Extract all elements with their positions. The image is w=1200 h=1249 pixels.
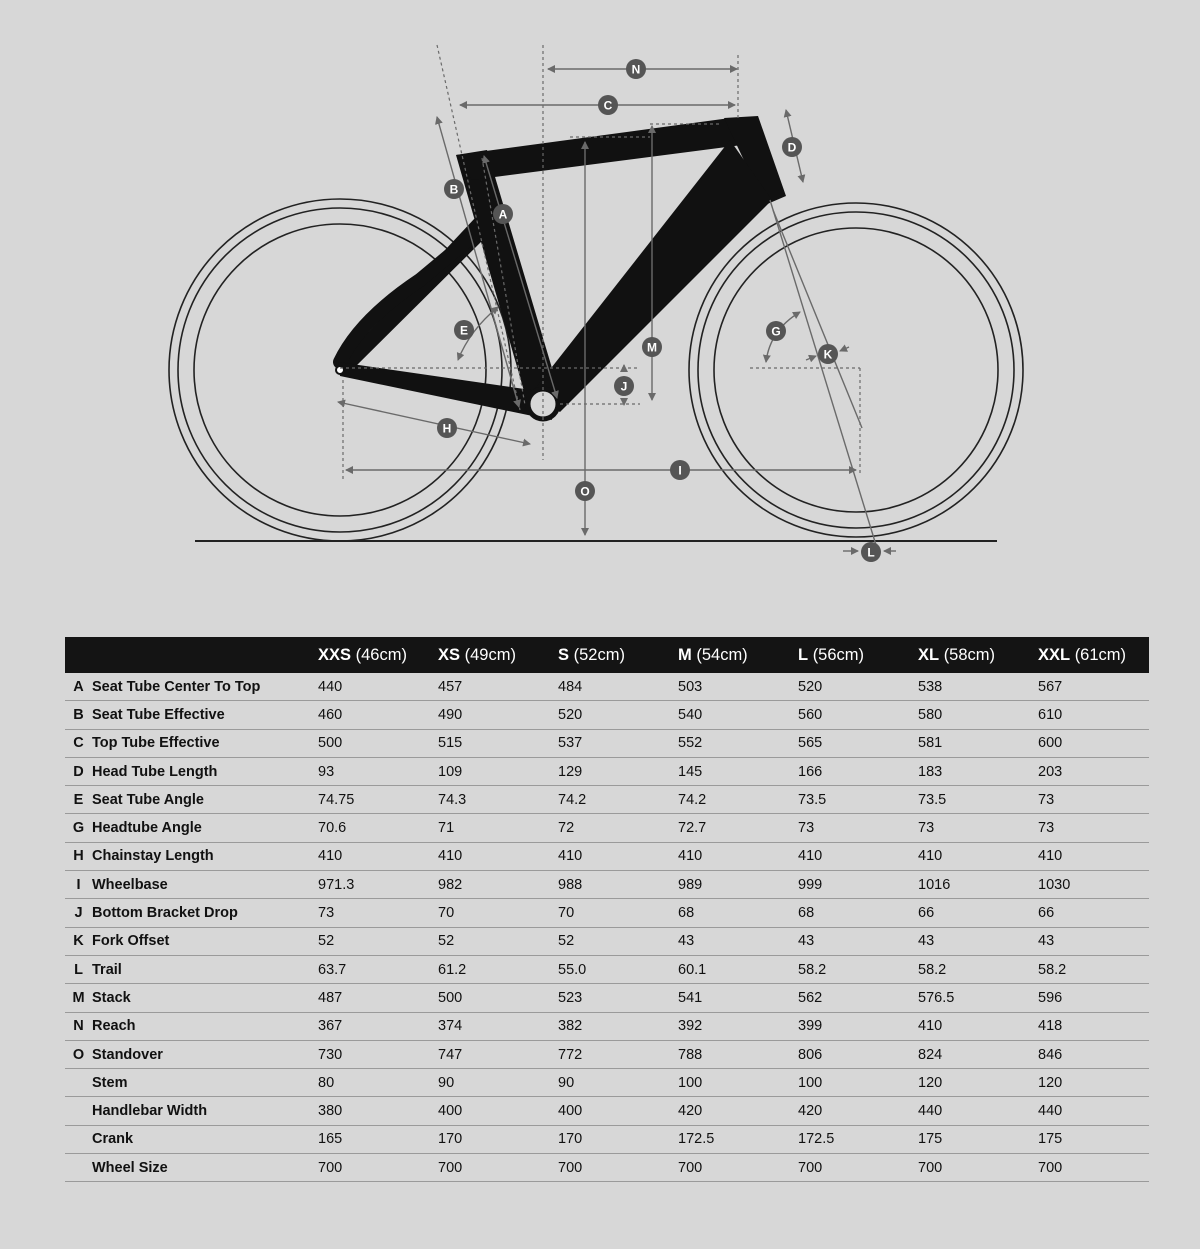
row-value-cell: 74.2 (678, 786, 798, 814)
row-value-cell: 440 (918, 1097, 1038, 1125)
row-value-cell: 382 (558, 1012, 678, 1040)
row-letter: I (65, 871, 92, 899)
row-value-cell: 74.3 (438, 786, 558, 814)
marker-k (818, 344, 838, 364)
row-value-cell: 999 (798, 871, 918, 899)
marker-j (614, 376, 634, 396)
table-row (65, 1069, 1149, 1097)
table-row (65, 899, 1149, 927)
size-header-s (558, 637, 678, 673)
row-value-cell: 175 (1038, 1125, 1149, 1153)
row-letter: K (65, 927, 92, 955)
row-value-cell: 80 (318, 1069, 438, 1097)
row-value-cell: 120 (1038, 1069, 1149, 1097)
size-name: S (558, 645, 570, 664)
svg-text:G: G (771, 324, 781, 339)
row-value-cell: 418 (1038, 1012, 1149, 1040)
table-row (65, 786, 1149, 814)
table-row (65, 1125, 1149, 1153)
row-letter: B (65, 701, 92, 729)
row-value-cell: 166 (798, 757, 918, 785)
row-value-cell: 420 (678, 1097, 798, 1125)
row-value-cell: 73.5 (798, 786, 918, 814)
marker-e (454, 320, 474, 340)
row-parameter-name: Fork Offset (92, 927, 318, 955)
row-value-cell: 70.6 (318, 814, 438, 842)
row-value-cell: 730 (318, 1040, 438, 1068)
row-value-cell: 68 (678, 899, 798, 927)
row-value-cell: 63.7 (318, 955, 438, 983)
row-value-cell: 700 (318, 1154, 438, 1182)
row-value-cell: 700 (678, 1154, 798, 1182)
row-value-cell: 700 (438, 1154, 558, 1182)
row-value-cell: 700 (1038, 1154, 1149, 1182)
row-value-cell: 971.3 (318, 871, 438, 899)
row-letter: D (65, 757, 92, 785)
table-row (65, 814, 1149, 842)
row-value-cell: 55.0 (558, 955, 678, 983)
row-value-cell: 400 (438, 1097, 558, 1125)
row-value-cell: 73 (1038, 814, 1149, 842)
row-value-cell: 560 (798, 701, 918, 729)
row-value-cell: 72.7 (678, 814, 798, 842)
table-row (65, 842, 1149, 870)
row-value-cell: 541 (678, 984, 798, 1012)
row-value-cell: 567 (1038, 673, 1149, 701)
row-value-cell: 70 (438, 899, 558, 927)
table-row (65, 757, 1149, 785)
row-value-cell: 172.5 (678, 1125, 798, 1153)
marker-n (626, 59, 646, 79)
size-cm: (49cm) (464, 645, 516, 664)
row-value-cell: 580 (918, 701, 1038, 729)
row-value-cell: 520 (558, 701, 678, 729)
row-value-cell: 457 (438, 673, 558, 701)
svg-text:L: L (867, 545, 875, 560)
table-row (65, 1154, 1149, 1182)
row-value-cell: 58.2 (1038, 955, 1149, 983)
row-value-cell: 71 (438, 814, 558, 842)
row-value-cell: 203 (1038, 757, 1149, 785)
row-letter: M (65, 984, 92, 1012)
row-value-cell: 503 (678, 673, 798, 701)
row-value-cell: 74.2 (558, 786, 678, 814)
marker-c (598, 95, 618, 115)
svg-text:M: M (647, 340, 657, 355)
row-value-cell: 52 (318, 927, 438, 955)
table-row (65, 673, 1149, 701)
marker-i (670, 460, 690, 480)
row-value-cell: 846 (1038, 1040, 1149, 1068)
row-parameter-name: Trail (92, 955, 318, 983)
marker-d (782, 137, 802, 157)
size-name: XS (438, 645, 461, 664)
size-name: L (798, 645, 809, 664)
row-value-cell: 523 (558, 984, 678, 1012)
row-value-cell: 410 (558, 842, 678, 870)
row-value-cell: 58.2 (798, 955, 918, 983)
size-header-m (678, 637, 798, 673)
size-name: XL (918, 645, 940, 664)
row-parameter-name: Top Tube Effective (92, 729, 318, 757)
row-value-cell: 73 (1038, 786, 1149, 814)
row-value-cell: 374 (438, 1012, 558, 1040)
table-row (65, 1040, 1149, 1068)
row-value-cell: 109 (438, 757, 558, 785)
row-parameter-name: Seat Tube Center To Top (92, 673, 318, 701)
svg-text:A: A (498, 207, 508, 222)
table-row (65, 1012, 1149, 1040)
size-cm: (61cm) (1074, 645, 1127, 664)
row-letter: J (65, 899, 92, 927)
row-letter: L (65, 955, 92, 983)
row-value-cell: 73 (918, 814, 1038, 842)
row-value-cell: 772 (558, 1040, 678, 1068)
size-name: M (678, 645, 692, 664)
row-value-cell: 183 (918, 757, 1038, 785)
row-value-cell: 175 (918, 1125, 1038, 1153)
row-value-cell: 420 (798, 1097, 918, 1125)
row-value-cell: 170 (558, 1125, 678, 1153)
size-cm: (56cm) (812, 645, 865, 664)
row-value-cell: 988 (558, 871, 678, 899)
row-value-cell: 380 (318, 1097, 438, 1125)
row-value-cell: 72 (558, 814, 678, 842)
row-value-cell: 100 (798, 1069, 918, 1097)
row-value-cell: 500 (438, 984, 558, 1012)
table-row (65, 729, 1149, 757)
row-parameter-name: Wheel Size (92, 1154, 318, 1182)
row-parameter-name: Headtube Angle (92, 814, 318, 842)
row-value-cell: 74.75 (318, 786, 438, 814)
row-value-cell: 120 (918, 1069, 1038, 1097)
row-parameter-name: Seat Tube Effective (92, 701, 318, 729)
row-value-cell: 989 (678, 871, 798, 899)
size-cm: (54cm) (696, 645, 748, 664)
front-wheel (689, 203, 1023, 537)
svg-text:N: N (631, 62, 641, 77)
row-value-cell: 410 (918, 842, 1038, 870)
row-value-cell: 73 (798, 814, 918, 842)
size-cm: (46cm) (355, 645, 407, 664)
row-value-cell: 392 (678, 1012, 798, 1040)
row-letter (65, 1154, 92, 1182)
row-value-cell: 538 (918, 673, 1038, 701)
row-letter: C (65, 729, 92, 757)
row-value-cell: 747 (438, 1040, 558, 1068)
row-value-cell: 576.5 (918, 984, 1038, 1012)
row-value-cell: 410 (678, 842, 798, 870)
size-header-l (798, 637, 918, 673)
row-value-cell: 90 (438, 1069, 558, 1097)
row-value-cell: 440 (318, 673, 438, 701)
row-value-cell: 410 (918, 1012, 1038, 1040)
row-value-cell: 61.2 (438, 955, 558, 983)
row-value-cell: 410 (1038, 842, 1149, 870)
row-value-cell: 1016 (918, 871, 1038, 899)
marker-o (575, 481, 595, 501)
row-letter: A (65, 673, 92, 701)
row-value-cell: 565 (798, 729, 918, 757)
table-row (65, 701, 1149, 729)
row-value-cell: 66 (1038, 899, 1149, 927)
row-letter: E (65, 786, 92, 814)
svg-text:J: J (620, 379, 628, 394)
row-value-cell: 520 (798, 673, 918, 701)
row-value-cell: 73 (318, 899, 438, 927)
size-name: XXL (1038, 645, 1071, 664)
geometry-table (65, 637, 1149, 1182)
size-header-xxl (1038, 637, 1149, 673)
row-value-cell: 484 (558, 673, 678, 701)
row-value-cell: 410 (798, 842, 918, 870)
svg-text:O: O (580, 484, 590, 499)
row-value-cell: 410 (318, 842, 438, 870)
bike-geometry-diagram (0, 0, 1200, 600)
row-parameter-name: Bottom Bracket Drop (92, 899, 318, 927)
row-parameter-name: Reach (92, 1012, 318, 1040)
svg-text:B: B (449, 182, 459, 197)
table-row (65, 984, 1149, 1012)
table-body (65, 673, 1149, 1182)
row-value-cell: 610 (1038, 701, 1149, 729)
row-value-cell: 700 (918, 1154, 1038, 1182)
table-row (65, 927, 1149, 955)
row-letter: N (65, 1012, 92, 1040)
table-row (65, 1097, 1149, 1125)
row-letter (65, 1125, 92, 1153)
row-value-cell: 43 (918, 927, 1038, 955)
row-value-cell: 700 (798, 1154, 918, 1182)
row-letter (65, 1069, 92, 1097)
marker-b (444, 179, 464, 199)
size-header-xxs (318, 637, 438, 673)
row-parameter-name: Stack (92, 984, 318, 1012)
row-value-cell: 596 (1038, 984, 1149, 1012)
svg-text:I: I (678, 463, 682, 478)
row-value-cell: 399 (798, 1012, 918, 1040)
row-value-cell: 487 (318, 984, 438, 1012)
row-parameter-name: Standover (92, 1040, 318, 1068)
row-parameter-name: Chainstay Length (92, 842, 318, 870)
row-value-cell: 700 (558, 1154, 678, 1182)
row-value-cell: 490 (438, 701, 558, 729)
table-header-row (65, 637, 1149, 673)
svg-text:C: C (603, 98, 613, 113)
row-value-cell: 581 (918, 729, 1038, 757)
marker-g (766, 321, 786, 341)
row-value-cell: 410 (438, 842, 558, 870)
marker-m (642, 337, 662, 357)
row-value-cell: 52 (558, 927, 678, 955)
row-parameter-name: Wheelbase (92, 871, 318, 899)
size-name: XXS (318, 645, 352, 664)
row-value-cell: 982 (438, 871, 558, 899)
header-blank (92, 637, 318, 673)
row-value-cell: 129 (558, 757, 678, 785)
marker-a (493, 204, 513, 224)
row-value-cell: 73.5 (918, 786, 1038, 814)
row-value-cell: 806 (798, 1040, 918, 1068)
table-row (65, 955, 1149, 983)
row-value-cell: 100 (678, 1069, 798, 1097)
row-value-cell: 562 (798, 984, 918, 1012)
row-letter (65, 1097, 92, 1125)
row-letter: O (65, 1040, 92, 1068)
size-cm: (58cm) (943, 645, 996, 664)
row-value-cell: 440 (1038, 1097, 1149, 1125)
row-value-cell: 400 (558, 1097, 678, 1125)
table-row (65, 871, 1149, 899)
row-value-cell: 145 (678, 757, 798, 785)
row-value-cell: 788 (678, 1040, 798, 1068)
row-value-cell: 43 (798, 927, 918, 955)
marker-l (861, 542, 881, 562)
row-letter: H (65, 842, 92, 870)
size-cm: (52cm) (573, 645, 625, 664)
row-value-cell: 537 (558, 729, 678, 757)
row-value-cell: 43 (678, 927, 798, 955)
row-value-cell: 515 (438, 729, 558, 757)
row-parameter-name: Crank (92, 1125, 318, 1153)
row-value-cell: 165 (318, 1125, 438, 1153)
row-value-cell: 500 (318, 729, 438, 757)
row-value-cell: 90 (558, 1069, 678, 1097)
row-value-cell: 66 (918, 899, 1038, 927)
row-value-cell: 367 (318, 1012, 438, 1040)
row-parameter-name: Head Tube Length (92, 757, 318, 785)
row-value-cell: 68 (798, 899, 918, 927)
bike-frame (335, 116, 786, 420)
row-value-cell: 70 (558, 899, 678, 927)
row-value-cell: 60.1 (678, 955, 798, 983)
marker-h (437, 418, 457, 438)
row-parameter-name: Stem (92, 1069, 318, 1097)
svg-text:D: D (787, 140, 797, 155)
row-value-cell: 824 (918, 1040, 1038, 1068)
svg-text:H: H (442, 421, 452, 436)
row-letter: G (65, 814, 92, 842)
row-value-cell: 170 (438, 1125, 558, 1153)
row-value-cell: 552 (678, 729, 798, 757)
row-value-cell: 58.2 (918, 955, 1038, 983)
row-value-cell: 52 (438, 927, 558, 955)
row-value-cell: 172.5 (798, 1125, 918, 1153)
row-value-cell: 460 (318, 701, 438, 729)
row-value-cell: 43 (1038, 927, 1149, 955)
svg-text:E: E (459, 323, 469, 338)
row-value-cell: 540 (678, 701, 798, 729)
size-header-xl (918, 637, 1038, 673)
row-value-cell: 93 (318, 757, 438, 785)
svg-text:K: K (823, 347, 833, 362)
row-value-cell: 1030 (1038, 871, 1149, 899)
row-value-cell: 600 (1038, 729, 1149, 757)
row-parameter-name: Seat Tube Angle (92, 786, 318, 814)
size-header-xs (438, 637, 558, 673)
row-parameter-name: Handlebar Width (92, 1097, 318, 1125)
header-blank (65, 637, 92, 673)
